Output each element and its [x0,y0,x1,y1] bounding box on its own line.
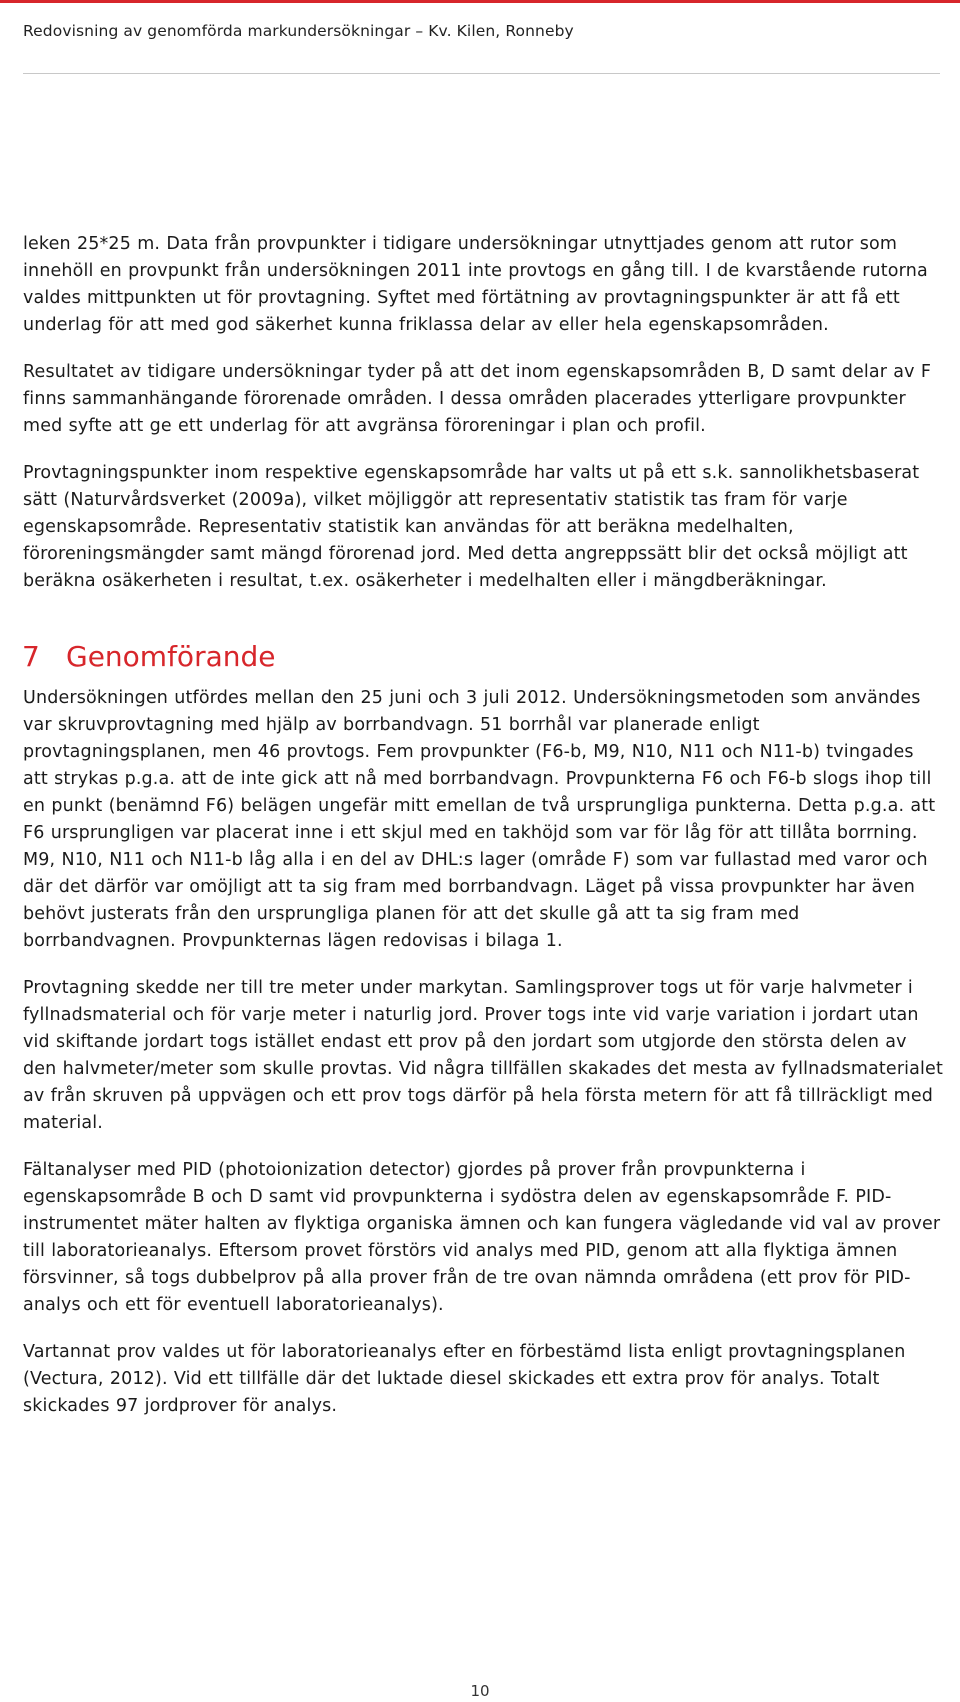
body-paragraph: leken 25*25 m. Data från provpunkter i tidigare undersökningar utnyttjades genom att rutor som innehöll en provpunkt från undersökningen 2011 inte provtogs en gång till. I de kvarstående rutorna valdes mittpunkten ut för provtagning. Syftet med förtätning av provtagningspunkter är att få ett underlag för att med god säkerhet kunna friklassa delar av eller hela egenskapsområden. [23,234,928,335]
body-paragraph: Vartannat prov valdes ut för laboratorieanalys efter en förbestämd lista enligt provtagningsplanen (Vectura, 2012). Vid ett tillfälle där det luktade diesel skickades ett extra prov för analys. Totalt skickades 97 jordprover för analys. [23,1342,906,1416]
section-title: Genomförande [66,640,276,673]
section-number: 7 [22,640,40,673]
body-paragraph: Provtagningspunkter inom respektive egenskapsområde har valts ut på ett s.k. sannolikhetsbaserat sätt (Naturvårdsverket (2009a), vilket möjliggör att representativ statistik tas fram för varje egenskapsområde. Representativ statistik kan användas för att beräkna medelhalten, föroreningsmängder samt mängd förorenad jord. Med detta angreppssätt blir det också möjligt att beräkna osäkerheten i resultat, t.ex. osäkerheter i medelhalten eller i mängdberäkningar. [23,463,920,591]
body-paragraph: Undersökningen utfördes mellan den 25 juni och 3 juli 2012. Undersökningsmetoden som användes var skruvprovtagning med hjälp av borrbandvagn. 51 borrhål var planerade enligt provtagningsplanen, men 46 provtogs. Fem provpunkter (F6-b, M9, N10, N11 och N11-b) tvingades att strykas p.g.a. att de inte gick att nå med borrbandvagn. Provpunkterna F6 och F6-b slogs ihop till en punkt (benämnd F6) belägen ungefär mitt emellan de två ursprungliga punkterna. Detta p.g.a. att F6 ursprungligen var placerat inne i ett skjul med en takhöjd som var för låg för att tillåta borrning. M9, N10, N11 och N11-b låg alla i en del av DHL:s lager (område F) som var fullastad med varor och där det därför var omöjligt att ta sig fram med borrbandvagn. Läget på vissa provpunkter har även behövt justerats från den ursprungliga planen för att det skulle gå att ta sig fram med borrbandvagnen. Provpunkternas lägen redovisas i bilaga 1. [23,688,936,951]
page-number: 10 [470,1682,490,1700]
body-paragraph: Provtagning skedde ner till tre meter under markytan. Samlingsprover togs ut för varje halvmeter i fyllnadsmaterial och för varje meter i naturlig jord. Prover togs inte vid varje variation i jordart utan vid skiftande jordart togs istället endast ett prov på den jordart som utgjorde den största delen av den halvmeter/meter som skulle provtas. Vid några tillfällen skakades det mesta av fyllnadsmaterialet av från skruven på uppvägen och ett prov togs därför på hela första metern för att få tillräckligt med material. [23,978,943,1133]
top-accent-rule [0,0,960,8]
page-body [23,231,943,1420]
body-paragraph: Fältanalyser med PID (photoionization detector) gjordes på prover från provpunkterna i egenskapsområde B och D samt vid provpunkterna i sydöstra delen av egenskapsområde F. PID-instrumentet mäter halten av flyktiga organiska ämnen och kan fungera vägledande vid val av prover till laboratorieanalys. Eftersom provet förstörs vid analys med PID, genom att alla flyktiga ämnen försvinner, så togs dubbelprov på alla prover från de tre ovan nämnda områdena (ett prov för PID-analys och ett för eventuell laboratorieanalys). [23,1160,941,1315]
running-header: Redovisning av genomförda markundersökningar – Kv. Kilen, Ronneby [23,22,574,40]
header-divider [23,73,940,74]
body-paragraph: Resultatet av tidigare undersökningar tyder på att det inom egenskapsområden B, D samt delar av F finns sammanhängande förorenade områden. I dessa områden placerades ytterligare provpunkter med syfte att ge ett underlag för att avgränsa föroreningar i plan och profil. [23,362,932,436]
section-heading [22,637,942,677]
